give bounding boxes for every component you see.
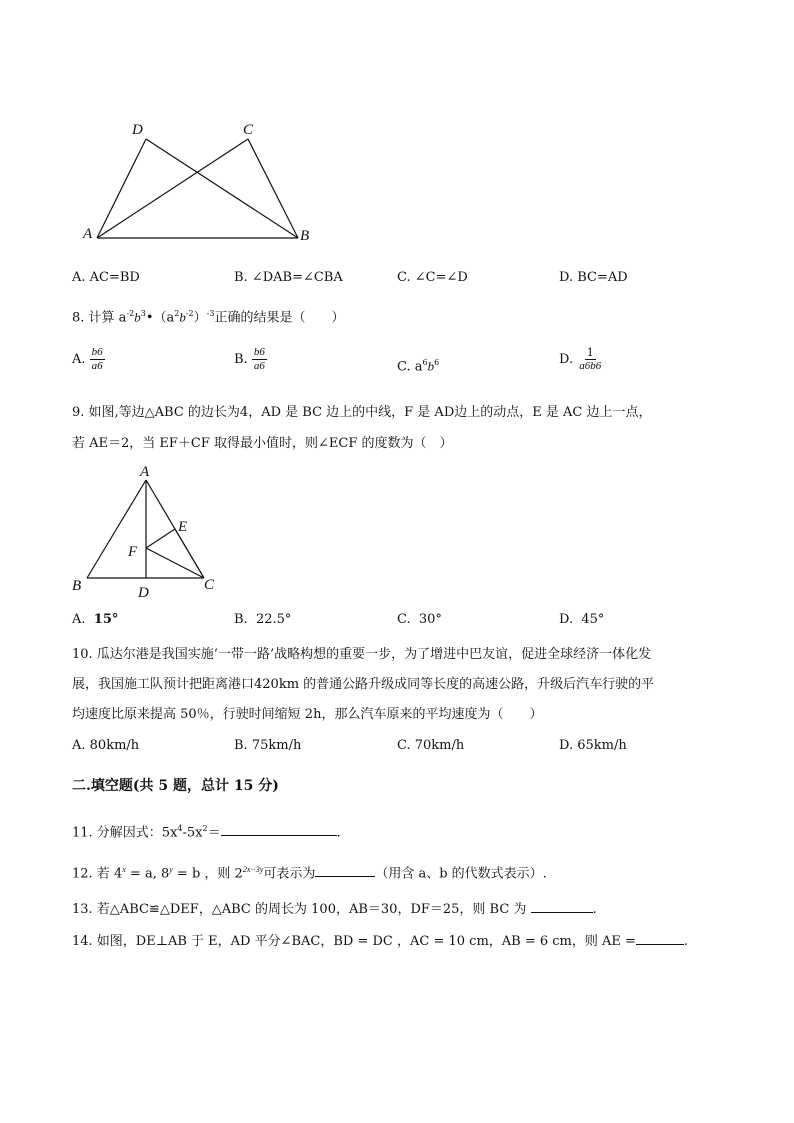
q7-option-a[interactable]: A. AC=BD (72, 270, 140, 285)
q13-stem: 13. 若△ABC≌△DEF，△ABC 的周长为 100，AB＝30，DF＝25，则 BC 为 . (72, 898, 597, 920)
label-B: B (300, 228, 310, 244)
q10-stem-line1: 10. 瓜达尔港是我国实施‘一带一路’战略构想的重要一步，为了增进中巴友谊，促进全球经济一体化发 (72, 647, 652, 662)
q13-answer-blank[interactable] (531, 898, 593, 913)
section-heading-fill-in: 二.填空题(共 5 题，总计 15 分) (72, 778, 279, 794)
q10-stem-line3: 均速度比原来提高 50％，行驶时间缩短 2h，那么汽车原来的平均速度为（ ） (72, 707, 543, 722)
label-E: E (178, 519, 188, 535)
q9-stem-line1: 9. 如图,等边△ABC 的边长为4，AD 是 BC 边上的中线，F 是 AD边上的动点，E 是 AC 边上一点， (72, 405, 652, 420)
label-C: C (204, 577, 215, 593)
q9-option-b[interactable]: B. 22.5° (234, 612, 292, 627)
label-D: D (138, 585, 149, 601)
q11-answer-blank[interactable] (221, 821, 337, 836)
q10-option-a[interactable]: A. 80km/h (72, 738, 140, 753)
q10-option-c[interactable]: C. 70km/h (397, 738, 465, 753)
label-B: B (72, 578, 82, 594)
q14-stem: 14. 如图，DE⊥AB 于 E，AD 平分∠BAC，BD = DC ，AC = 10 cm，AB = 6 cm，则 AE = . (72, 930, 688, 952)
q9-stem-line2: 若 AE＝2，当 EF＋CF 取得最小值时，则∠ECF 的度数为（ ） (72, 436, 453, 451)
q7-option-b[interactable]: B. ∠DAB=∠CBA (234, 270, 343, 285)
label-F: F (128, 544, 138, 560)
q7-option-d[interactable]: D. BC=AD (559, 270, 628, 285)
q9-option-d[interactable]: D. 45° (559, 612, 605, 627)
q8-stem: 8. 计算 $a^{-2}b^3•(a^2b^{-2})^{-3}$正确的结果是（ ） (72, 309, 345, 326)
figure-q7 (80, 115, 330, 250)
label-A: A (140, 464, 150, 480)
figure-q9 (70, 458, 230, 603)
label-C: C (243, 122, 254, 138)
q10-option-d[interactable]: D. 65km/h (559, 738, 627, 753)
q14-answer-blank[interactable] (636, 930, 684, 945)
q12-stem: 12. 若 $4^x = a$, $8^y = b$ ，则 $2^{2x-3y}$可表示为 （用含 a、b 的代数式表示）. (72, 860, 547, 884)
q9-option-c[interactable]: C. 30° (397, 612, 442, 627)
q12-answer-blank[interactable] (315, 862, 375, 877)
q11-stem: 11. 分解因式：$5x^4-5x^2=$ . (72, 819, 341, 843)
q8-option-a[interactable]: A. $\frac{b6}{a6}$ (72, 346, 103, 372)
q9-option-a[interactable]: A. 15° (72, 612, 119, 627)
q8-option-b[interactable]: B. $\frac{b6}{a6}$ (234, 346, 265, 372)
q10-option-b[interactable]: B. 75km/h (234, 738, 302, 753)
q10-stem-line2: 展，我国施工队预计把距离港口420km 的普通公路升级成同等长度的高速公路，升级后汽车行驶的平 (72, 677, 655, 692)
q7-option-c[interactable]: C. ∠C=∠D (397, 270, 468, 285)
q8-option-d[interactable]: D. $\frac{1}{a6b6}$ (559, 346, 602, 372)
label-A: A (83, 226, 93, 242)
q8-option-c[interactable]: C. $a^6b^6$ (397, 358, 440, 375)
label-D: D (132, 122, 143, 138)
